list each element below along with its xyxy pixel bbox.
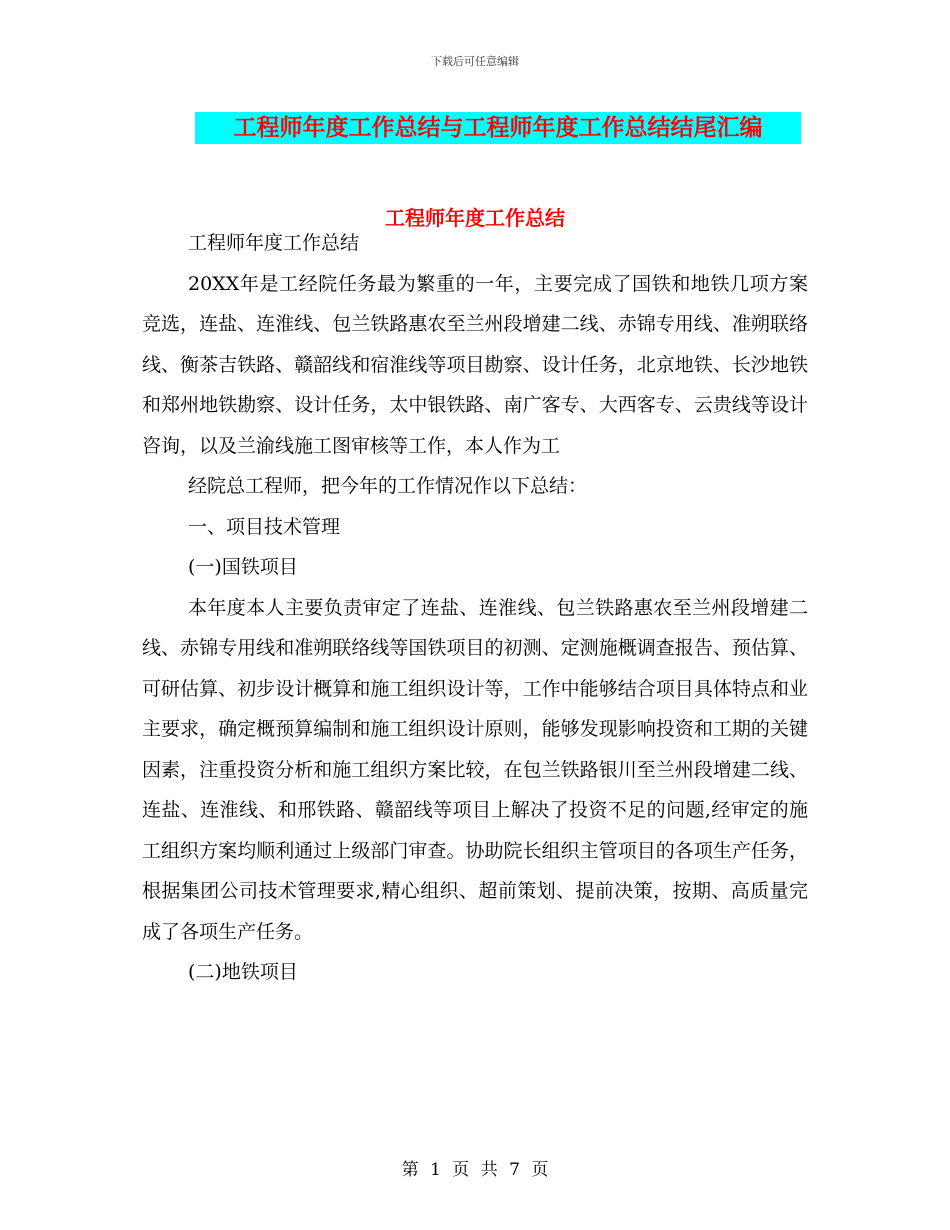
document-body [142,223,808,993]
paragraph-intro: 20XX年是工经院任务最为繁重的一年，主要完成了国铁和地铁几项方案竞选，连盐、连淮线、包兰铁路惠农至兰州段增建二线、赤锦专用线、准朔联络线、衡茶吉铁路、赣韶线和宿淮线等项目勘察、设计任务，北京地铁、长沙地铁和郑州地铁勘察、设计任务，太中银铁路、南广客专、大西客专、云贵线等设计咨询，以及兰渝线施工图审核等工作，本人作为工 [142,272,808,457]
document-title: 工程师年度工作总结与工程师年度工作总结结尾汇编 [195,112,801,144]
page-number-footer: 第 1 页 共 7 页 [401,1160,549,1180]
paragraph-intro-continued: 经院总工程师，把今年的工作情况作以下总结： [188,475,588,497]
paragraph-national-railway: 本年度本人主要负责审定了连盐、连淮线、包兰铁路惠农至兰州段增建二线、赤锦专用线和准朔联络线等国铁项目的初测、定测施概调查报告、预估算、可研估算、初步设计概算和施工组织设计等，工作中能够结合项目具体特点和业主要求，确定概预算编制和施工组织设计原则，能够发现影响投资和工期的关键因素，注重投资分析和施工组织方案比较，在包兰铁路银川至兰州段增建二线、连盐、连淮线、和邢铁路、赣韶线等项目上解决了投资不足的问题,经审定的施工组织方案均顺利通过上级部门审查。协助院长组织主管项目的各项生产任务，根据集团公司技术管理要求,精心组织、超前策划、提前决策，按期、高质量完成了各项生产任务。 [142,596,808,943]
subsection-heading-metro: (二)地铁项目 [188,961,298,983]
section-title: 工程师年度工作总结 [385,206,565,230]
paragraph-heading: 工程师年度工作总结 [188,232,360,254]
section-heading-project-management: 一、项目技术管理 [188,515,341,538]
header-note: 下载后可任意编辑 [431,55,519,68]
subsection-heading-national-railway: (一)国铁项目 [188,556,298,578]
